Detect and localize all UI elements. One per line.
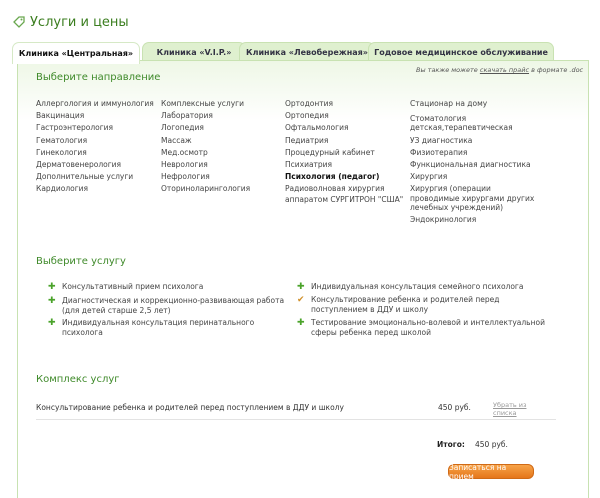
direction-item[interactable]: Оториноларингология: [161, 184, 251, 194]
direction-item[interactable]: Офтальмология: [285, 123, 349, 133]
direction-item[interactable]: Ортопедия: [285, 111, 329, 121]
package-item-name: Консультирование ребенка и родителей перед поступлением в ДДУ и школу: [36, 403, 344, 412]
service-item-label: Консультирование ребенка и родителей перед поступлением в ДДУ и школу: [311, 295, 500, 314]
direction-item[interactable]: Эндокринология: [410, 215, 477, 225]
direction-item-continued[interactable]: проводимые хирургами других: [410, 193, 535, 203]
direction-item[interactable]: УЗ диагностика: [410, 135, 473, 145]
remove-from-list-link[interactable]: Убрать из списка: [493, 401, 527, 417]
divider: [36, 419, 556, 420]
direction-item[interactable]: Психиатрия: [285, 160, 333, 170]
direction-item[interactable]: Лаборатория: [161, 111, 213, 121]
direction-item[interactable]: Функциональная диагностика: [410, 160, 531, 170]
tag-icon: [12, 15, 26, 29]
plus-icon: ✚: [297, 318, 305, 328]
direction-item[interactable]: Педиатрия: [285, 135, 329, 145]
signup-appointment-button[interactable]: Записаться на прием: [448, 464, 534, 479]
download-price-link[interactable]: скачать прайс: [479, 66, 530, 74]
direction-item[interactable]: Вакцинация: [36, 111, 85, 121]
direction-item[interactable]: Стационар на дому: [410, 99, 488, 108]
service-item[interactable]: [297, 282, 537, 292]
tab-central-clinic[interactable]: Клиника «Центральная»: [12, 42, 140, 64]
direction-item[interactable]: Дополнительные услуги: [36, 172, 134, 182]
service-item-label: Диагностическая и коррекционно-развивающая работа (для детей старше 2,5 лет): [62, 296, 285, 315]
service-item-added[interactable]: [297, 295, 551, 315]
directions-column-1: [36, 98, 154, 196]
directions-column-4: [410, 98, 534, 226]
tab-left-bank-clinic[interactable]: Клиника «Левобережная»: [239, 42, 375, 62]
service-item-label: Консультативный прием психолога: [62, 282, 204, 291]
direction-item[interactable]: Аллергология и иммунология: [36, 99, 154, 108]
page-title: [12, 12, 129, 32]
direction-item[interactable]: Кардиология: [36, 184, 89, 194]
package-item-price: 450 руб.: [438, 403, 471, 412]
service-item[interactable]: [48, 296, 294, 316]
direction-item[interactable]: Логопедия: [161, 123, 204, 133]
direction-item-selected[interactable]: Психология (педагог): [285, 172, 380, 182]
price-hint-text: Вы также можете: [416, 66, 480, 74]
service-item-label: Индивидуальная консультация семейного психолога: [311, 282, 524, 291]
direction-item[interactable]: Хирургия: [410, 172, 448, 182]
price-hint-format: в формате .doc: [529, 66, 584, 74]
direction-item[interactable]: Стоматология: [410, 114, 467, 124]
service-item[interactable]: [48, 282, 288, 292]
checkmark-icon: ✔: [297, 295, 305, 305]
direction-item-continued[interactable]: детская,терапевтическая: [410, 123, 513, 133]
page-title-text: Услуги и цены: [30, 14, 129, 30]
direction-item[interactable]: Дерматовенерология: [36, 160, 122, 170]
services-heading: Выберите услугу: [36, 256, 126, 267]
direction-item[interactable]: Радиоволновая хирургия: [285, 184, 385, 194]
plus-icon: ✚: [297, 282, 305, 292]
direction-item[interactable]: Хирургия (операции: [410, 184, 491, 194]
service-item-label: Индивидуальная консультация перинатального психолога: [62, 318, 255, 337]
direction-item[interactable]: Процедурный кабинет: [285, 147, 375, 157]
direction-item[interactable]: Физиотерапия: [410, 147, 468, 157]
direction-item[interactable]: Массаж: [161, 135, 192, 145]
direction-item-continued[interactable]: аппаратом СУРГИТРОН "США": [285, 194, 404, 204]
service-item[interactable]: [48, 318, 288, 338]
direction-item[interactable]: Гематология: [36, 135, 88, 145]
directions-column-3: [285, 98, 403, 206]
direction-item[interactable]: Ортодонтия: [285, 99, 334, 108]
total-label: Итого:: [437, 440, 465, 449]
tab-vip-clinic[interactable]: Клиника «V.I.P.»: [142, 42, 246, 62]
direction-item[interactable]: Гастроэнтерология: [36, 123, 114, 133]
direction-item[interactable]: Неврология: [161, 160, 208, 170]
price-download-hint: [416, 66, 583, 74]
direction-item-continued[interactable]: лечебных учреждений): [410, 202, 504, 212]
direction-item[interactable]: Мед.осмотр: [161, 147, 208, 157]
plus-icon: ✚: [48, 296, 56, 306]
directions-column-2: [161, 98, 250, 196]
direction-item[interactable]: Гинекология: [36, 147, 87, 157]
package-heading: Комплекс услуг: [36, 374, 120, 385]
directions-heading: Выберите направление: [36, 72, 161, 83]
plus-icon: ✚: [48, 318, 56, 328]
clinic-tabs: [12, 42, 600, 62]
direction-item[interactable]: Нефрология: [161, 172, 210, 182]
service-item[interactable]: [297, 318, 547, 338]
tab-annual-service[interactable]: Годовое медицинское обслуживание: [368, 42, 554, 62]
service-item-label: Тестирование эмоционально-волевой и интеллектуальной сферы ребенка перед школой: [311, 318, 545, 337]
plus-icon: ✚: [48, 282, 56, 292]
total-value: 450 руб.: [475, 440, 508, 449]
direction-item[interactable]: Комплексные услуги: [161, 99, 244, 108]
